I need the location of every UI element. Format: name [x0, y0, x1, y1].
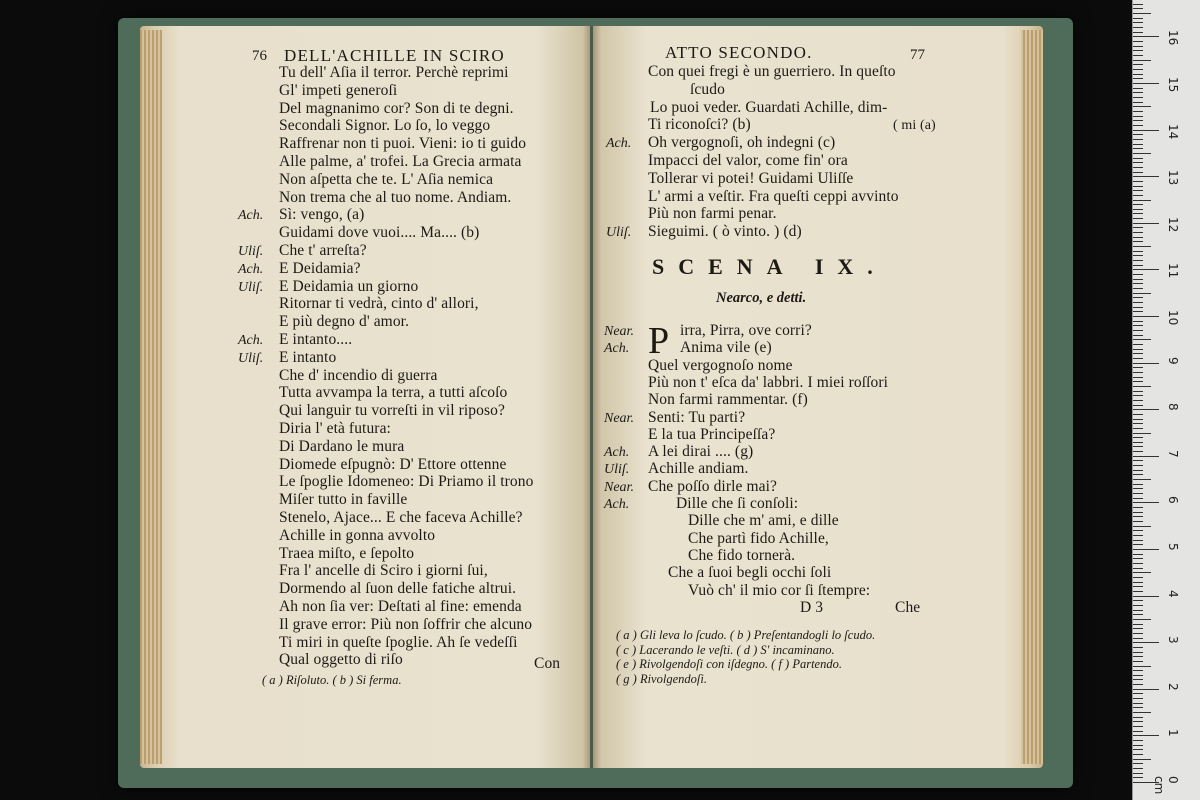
- ruler-tick: [1133, 162, 1143, 163]
- verse-line: Le ſpoglie Idomeneo: Di Priamo il trono: [279, 473, 534, 491]
- verse-line: E la tua Principeſſa?: [648, 425, 776, 443]
- ruler-tick: [1133, 624, 1143, 625]
- ruler-tick: [1133, 69, 1143, 70]
- ruler-tick: [1133, 22, 1143, 23]
- verse-line: Di Dardano le mura: [279, 437, 405, 455]
- ruler-tick: [1133, 32, 1143, 33]
- ruler-tick: [1133, 349, 1143, 350]
- verse-line: Più non farmi penar.: [648, 205, 777, 223]
- ruler-tick: [1133, 18, 1143, 19]
- ruler-tick: [1133, 395, 1143, 396]
- ruler-tick: [1133, 777, 1143, 778]
- verse-line: Ti miri in queſte ſpoglie. Ah ſe vedeſſi: [279, 633, 518, 651]
- ruler-tick: [1133, 554, 1143, 555]
- verse-line: Alle palme, a' trofei. La Grecia armata: [279, 153, 522, 170]
- ruler-tick: [1133, 456, 1159, 457]
- verse-line: Quel vergognoſo nome: [648, 356, 793, 374]
- speaker-label: Ach.: [604, 445, 630, 461]
- ruler-tick: [1133, 409, 1159, 410]
- ruler-label: 3: [1166, 636, 1180, 644]
- ruler-tick: [1133, 125, 1143, 126]
- verse-line: Non aſpetta che te. L' Aſia nemica: [279, 170, 494, 188]
- ruler-tick: [1133, 572, 1151, 573]
- ruler-tick: [1133, 134, 1143, 135]
- ruler-tick: [1133, 88, 1143, 89]
- ruler-tick: [1133, 423, 1143, 424]
- ruler-tick: [1133, 381, 1143, 382]
- ruler-tick: [1133, 391, 1143, 392]
- ruler-tick: [1133, 670, 1143, 671]
- ruler-tick: [1133, 428, 1143, 429]
- ruler-tick: [1133, 144, 1143, 145]
- verse-line: Stenelo, Ajace... E che faceva Achille?: [279, 509, 523, 526]
- ruler-tick: [1133, 223, 1159, 224]
- ruler-label: 12: [1166, 216, 1180, 233]
- verse-line: Con quei fregi è un guerriero. In queſto: [648, 63, 896, 80]
- verse-line: Vuò ch' il mio cor ſi ſtempre:: [688, 581, 871, 599]
- ruler-tick: [1133, 321, 1143, 322]
- verse-line: Ah non ſia ver: Deſtati al fine: emenda: [279, 598, 522, 615]
- ruler-label: 5: [1166, 543, 1180, 551]
- ruler-tick: [1133, 251, 1143, 252]
- ruler-tick: [1133, 693, 1143, 694]
- ruler-tick: [1133, 498, 1143, 499]
- ruler-tick: [1133, 619, 1151, 620]
- verse-line: Lo puoi veder. Guardati Achille, dim-: [650, 98, 888, 116]
- verse-line: Fra l' ancelle di Sciro i giorni ſui,: [279, 562, 488, 580]
- ruler-tick: [1133, 8, 1143, 9]
- speaker-label: Uliſ.: [238, 244, 264, 259]
- ruler-tick: [1133, 549, 1159, 550]
- ruler-tick: [1133, 419, 1143, 420]
- ruler-tick: [1133, 218, 1143, 219]
- ruler-tick: [1133, 283, 1143, 284]
- verse-line: Il grave error: Più non ſoffrir che alcuno: [279, 615, 533, 633]
- right-page-edges: [1021, 30, 1043, 764]
- verse-line: Achille andiam.: [648, 460, 749, 478]
- ruler-tick: [1133, 507, 1143, 508]
- verse-line: Diria l' età futura:: [279, 420, 391, 437]
- ruler-tick: [1133, 200, 1151, 201]
- ruler-tick: [1133, 316, 1159, 317]
- ruler-tick: [1133, 698, 1143, 699]
- verse-line: Secondali Signor. Lo ſo, lo veggo: [279, 117, 491, 135]
- ruler-tick: [1133, 339, 1151, 340]
- verse-line: Anima vile (e): [680, 339, 772, 357]
- ruler-tick: [1133, 763, 1143, 764]
- ruler-tick: [1133, 83, 1159, 84]
- ruler-tick: [1133, 400, 1143, 401]
- ruler-tick: [1133, 344, 1143, 345]
- verse-line: Ritornar ti vedrà, cinto d' allori,: [279, 295, 479, 313]
- footnote-line: ( g ) Rivolgendoſi.: [616, 671, 707, 686]
- ruler-label: 6: [1166, 496, 1180, 505]
- verse-line: Miſer tutto in faville: [279, 491, 408, 509]
- ruler-tick: [1133, 754, 1143, 755]
- ruler-tick: [1133, 190, 1143, 191]
- verse-line: Che partì fido Achille,: [688, 529, 829, 547]
- ruler-tick: [1133, 526, 1151, 527]
- ruler-tick: [1133, 64, 1143, 65]
- ruler-tick: [1133, 484, 1143, 485]
- ruler-tick: [1133, 721, 1143, 722]
- ruler-tick: [1133, 172, 1143, 173]
- speaker-label: Uliſ.: [238, 279, 264, 295]
- ruler-tick: [1133, 446, 1143, 447]
- ruler-tick: [1133, 148, 1143, 149]
- verse-line: Traea miſto, e ſepolto: [279, 544, 415, 562]
- verse-line: Achille in gonna avvolto: [279, 526, 436, 544]
- ruler-tick: [1133, 684, 1143, 685]
- speaker-label: Ach.: [604, 497, 630, 512]
- ruler-tick: [1133, 675, 1143, 676]
- ruler-tick: [1133, 377, 1143, 378]
- ruler-tick: [1133, 516, 1143, 517]
- ruler-tick: [1133, 255, 1143, 256]
- ruler-tick: [1133, 600, 1143, 601]
- ruler-tick: [1133, 227, 1143, 228]
- right-running-head: ATTO SECONDO.: [665, 43, 813, 62]
- verse-line: Sieguimi. ( ò vinto. ) (d): [648, 223, 802, 241]
- ruler-tick: [1133, 638, 1143, 639]
- speaker-label: Uliſ.: [238, 350, 264, 366]
- ruler-tick: [1133, 50, 1143, 51]
- ruler-tick: [1133, 307, 1143, 308]
- ruler-tick: [1133, 628, 1143, 629]
- ruler-tick: [1133, 442, 1143, 443]
- ruler-tick: [1133, 265, 1143, 266]
- right-catchword: Che: [895, 599, 921, 616]
- speaker-label: Uliſ.: [606, 225, 632, 241]
- ruler-tick: [1133, 488, 1143, 489]
- ruler-tick: [1133, 596, 1159, 597]
- verse-line: Ti riconoſci? (b): [648, 116, 751, 134]
- ruler-tick: [1133, 647, 1143, 648]
- ruler-tick: [1133, 386, 1151, 387]
- ruler-tick: [1133, 679, 1143, 680]
- ruler-label: 2: [1166, 682, 1180, 691]
- ruler-tick: [1133, 241, 1143, 242]
- ruler-tick: [1133, 610, 1143, 611]
- ruler-tick: [1133, 433, 1151, 434]
- verse-line: Dille che m' ami, e dille: [688, 512, 839, 530]
- ruler-tick: [1133, 130, 1159, 131]
- ruler-tick: [1133, 605, 1143, 606]
- ruler-tick: [1133, 703, 1143, 704]
- speaker-label: Near.: [604, 324, 634, 339]
- ruler-tick: [1133, 116, 1143, 117]
- verse-line: Qual oggetto di riſo: [279, 651, 403, 669]
- ruler-tick: [1133, 60, 1151, 61]
- ruler-tick: [1133, 465, 1143, 466]
- ruler-tick: [1133, 237, 1143, 238]
- ruler-tick: [1133, 768, 1143, 769]
- ruler-tick: [1133, 325, 1143, 326]
- ruler-tick: [1133, 577, 1143, 578]
- ruler-tick: [1133, 656, 1143, 657]
- verse-line: Tutta avvampa la terra, a tutti aſcoſo: [279, 384, 508, 402]
- ruler-tick: [1133, 302, 1143, 303]
- ruler-tick: [1133, 111, 1143, 112]
- ruler-tick: [1133, 195, 1143, 196]
- ruler-tick: [1133, 274, 1143, 275]
- speaker-label: Ach.: [604, 341, 630, 357]
- verse-line: Tu dell' Aſia il terror. Perchè reprimi: [279, 64, 509, 81]
- scene-characters: Nearco, e detti.: [716, 290, 807, 306]
- ruler-tick: [1133, 414, 1143, 415]
- ruler-tick: [1133, 652, 1143, 653]
- ruler-tick: [1133, 512, 1143, 513]
- verse-line: Che d' incendio di guerra: [279, 366, 438, 384]
- ruler-tick: [1133, 642, 1159, 643]
- ruler-tick: [1133, 297, 1143, 298]
- speaker-label: Ach.: [606, 136, 632, 152]
- verse-line: Che poſſo dirle mai?: [648, 477, 777, 495]
- verse-line: Impacci del valor, come fin' ora: [648, 152, 848, 169]
- ruler-label: 10: [1166, 310, 1180, 326]
- verse-line: Sì: vengo, (a): [279, 206, 365, 224]
- verse-line: E più degno d' amor.: [279, 313, 410, 331]
- left-page-edges: [140, 30, 162, 764]
- verse-line: Del magnanimo cor? Son di te degni.: [279, 99, 514, 117]
- verse-line: Raffrenar non ti puoi. Vieni: io ti guido: [279, 135, 527, 153]
- ruler-tick: [1133, 614, 1143, 615]
- ruler-tick: [1133, 749, 1143, 750]
- ruler-tick: [1133, 773, 1143, 774]
- ruler-tick: [1133, 78, 1143, 79]
- verse-line: Che fido tornerà.: [688, 546, 796, 564]
- ruler-tick: [1133, 666, 1151, 667]
- ruler-tick: [1133, 633, 1143, 634]
- ruler-tick: [1133, 707, 1143, 708]
- ruler-tick: [1133, 726, 1143, 727]
- verse-line: Gl' impeti generoſi: [279, 81, 398, 99]
- verse-line: Non trema che al tuo nome. Andiam.: [279, 188, 512, 206]
- ruler-tick: [1133, 335, 1143, 336]
- verse-line: Diomede eſpugnò: D' Ettore ottenne: [279, 455, 507, 473]
- ruler-tick: [1133, 92, 1143, 93]
- ruler-tick: [1133, 363, 1159, 364]
- ruler-tick: [1133, 558, 1143, 559]
- right-turnover: ( mi (a): [893, 118, 936, 133]
- ruler-tick: [1133, 712, 1151, 713]
- ruler-tick: [1133, 293, 1151, 294]
- footnote-line: ( e ) Rivolgendoſi con iſdegno. ( f ) Partendo.: [616, 657, 842, 671]
- verse-line: Qui languir tu vorreſti in vil riposo?: [279, 402, 505, 420]
- verse-line: ſcudo: [690, 80, 725, 98]
- speaker-label: Ach.: [238, 208, 264, 224]
- footnote-line: ( c ) Lacerando le veſti. ( d ) S' incaminano.: [616, 642, 835, 657]
- ruler-label: 9: [1166, 356, 1180, 365]
- verse-line: Dormendo al ſuon delle fatiche altrui.: [279, 580, 517, 598]
- ruler-tick: [1133, 530, 1143, 531]
- ruler-tick: [1133, 493, 1143, 494]
- ruler-tick: [1133, 591, 1143, 592]
- ruler-label: 1: [1166, 729, 1180, 738]
- ruler-tick: [1133, 74, 1143, 75]
- left-page-number: 76: [252, 48, 267, 64]
- ruler-tick: [1133, 689, 1159, 690]
- verse-line: Tollerar vi potei! Guidami Uliſſe: [648, 169, 854, 187]
- ruler-tick: [1133, 586, 1143, 587]
- ruler-tick: [1133, 41, 1143, 42]
- verse-line: Senti: Tu parti?: [648, 408, 746, 426]
- drop-initial: P: [648, 320, 670, 362]
- speaker-label: Near.: [604, 479, 634, 495]
- ruler-tick: [1133, 55, 1143, 56]
- ruler-tick: [1133, 661, 1143, 662]
- ruler-tick: [1133, 540, 1143, 541]
- ruler-tick: [1133, 311, 1143, 312]
- verse-line: Guidami dove vuoi.... Ma.... (b): [279, 224, 480, 242]
- speaker-label: Uliſ.: [604, 462, 630, 478]
- ruler-label: 14: [1166, 123, 1180, 139]
- ruler-tick: [1133, 568, 1143, 569]
- ruler-tick: [1133, 167, 1143, 168]
- ruler-tick: [1133, 740, 1143, 741]
- ruler-tick: [1133, 153, 1151, 154]
- scene-title: SCENA IX.: [652, 254, 887, 279]
- ruler-tick: [1133, 544, 1143, 545]
- ruler-tick: [1133, 232, 1143, 233]
- left-running-head: DELL'ACHILLE IN SCIRO: [284, 46, 505, 65]
- left-catchword: Con: [534, 655, 561, 672]
- ruler-tick: [1133, 735, 1159, 736]
- ruler-tick: [1133, 330, 1143, 331]
- ruler-tick: [1133, 502, 1159, 503]
- ruler-tick: [1133, 367, 1143, 368]
- left-footnote: ( a ) Riſoluto. ( b ) Si ferma.: [262, 673, 402, 687]
- verse-line: L' armi a veſtir. Fra queſti ceppi avvinto: [648, 187, 899, 205]
- verse-line: E Deidamia?: [279, 259, 361, 277]
- ruler-tick: [1133, 209, 1143, 210]
- verse-line: Dille che ſi conſoli:: [676, 495, 799, 512]
- ruler-tick: [1133, 139, 1143, 140]
- ruler-tick: [1133, 358, 1143, 359]
- verse-line: Che a ſuoi begli occhi ſoli: [668, 564, 832, 582]
- ruler-tick: [1133, 470, 1143, 471]
- ruler-tick: [1133, 97, 1143, 98]
- ruler-tick: [1133, 474, 1143, 475]
- ruler-label: 0 cm: [1152, 776, 1180, 795]
- ruler-label: 7: [1166, 449, 1180, 458]
- verse-line: Non farmi rammentar. (f): [648, 391, 808, 409]
- ruler-tick: [1133, 204, 1143, 205]
- ruler-tick: [1133, 451, 1143, 452]
- ruler-tick: [1133, 106, 1151, 107]
- verse-line: Che t' arreſta?: [279, 242, 367, 259]
- ruler-tick: [1133, 4, 1143, 5]
- ruler-tick: [1133, 46, 1143, 47]
- ruler-tick: [1133, 120, 1143, 121]
- ruler-tick: [1133, 372, 1143, 373]
- ruler-tick: [1133, 279, 1143, 280]
- ruler-tick: [1133, 353, 1143, 354]
- ruler-tick: [1133, 246, 1151, 247]
- ruler-tick: [1133, 36, 1159, 37]
- ruler-tick: [1133, 186, 1143, 187]
- book-gutter: [583, 26, 601, 768]
- ruler-tick: [1133, 437, 1143, 438]
- ruler-tick: [1133, 181, 1143, 182]
- verse-line: A lei dirai .... (g): [648, 443, 754, 461]
- verse-line: E intanto: [279, 348, 337, 366]
- ruler-label: 16: [1166, 30, 1180, 46]
- ruler-tick: [1133, 460, 1143, 461]
- ruler-tick: [1133, 260, 1143, 261]
- ruler-tick: [1133, 745, 1143, 746]
- ruler-tick: [1133, 213, 1143, 214]
- footnote-line: ( a ) Gli leva lo ſcudo. ( b ) Preſentandogli lo ſcudo.: [616, 628, 876, 642]
- ruler-tick: [1133, 269, 1159, 270]
- ruler-tick: [1133, 102, 1143, 103]
- ruler-tick: [1133, 288, 1143, 289]
- verse-line: E intanto....: [279, 331, 353, 348]
- ruler-label: 15: [1166, 77, 1180, 93]
- ruler-tick: [1133, 405, 1143, 406]
- ruler-tick: [1133, 176, 1159, 177]
- right-page-number: 77: [910, 47, 925, 63]
- speaker-label: Ach.: [238, 261, 264, 277]
- ruler-label: 11: [1166, 263, 1180, 279]
- ruler-tick: [1133, 535, 1143, 536]
- ruler-tick: [1133, 13, 1151, 14]
- ruler-tick: [1133, 717, 1143, 718]
- ruler-label: 8: [1166, 403, 1180, 411]
- signature-mark: D 3: [800, 599, 824, 616]
- verse-line: irra, Pirra, ove corri?: [680, 322, 812, 339]
- verse-line: Più non t' eſca da' labbri. I miei roſſori: [648, 373, 889, 391]
- ruler-tick: [1133, 563, 1143, 564]
- ruler-tick: [1133, 27, 1143, 28]
- speaker-label: Ach.: [238, 333, 264, 348]
- ruler-tick: [1133, 582, 1143, 583]
- ruler-tick: [1133, 158, 1143, 159]
- speaker-label: Near.: [604, 410, 634, 426]
- verse-line: E Deidamia un giorno: [279, 277, 419, 295]
- verse-line: Oh vergognoſi, oh indegni (c): [648, 134, 836, 152]
- ruler-tick: [1133, 521, 1143, 522]
- ruler-tick: [1133, 479, 1151, 480]
- ruler-label: 4: [1166, 589, 1180, 598]
- ruler-label: 13: [1166, 170, 1180, 186]
- ruler-tick: [1133, 731, 1143, 732]
- ruler-tick: [1133, 759, 1151, 760]
